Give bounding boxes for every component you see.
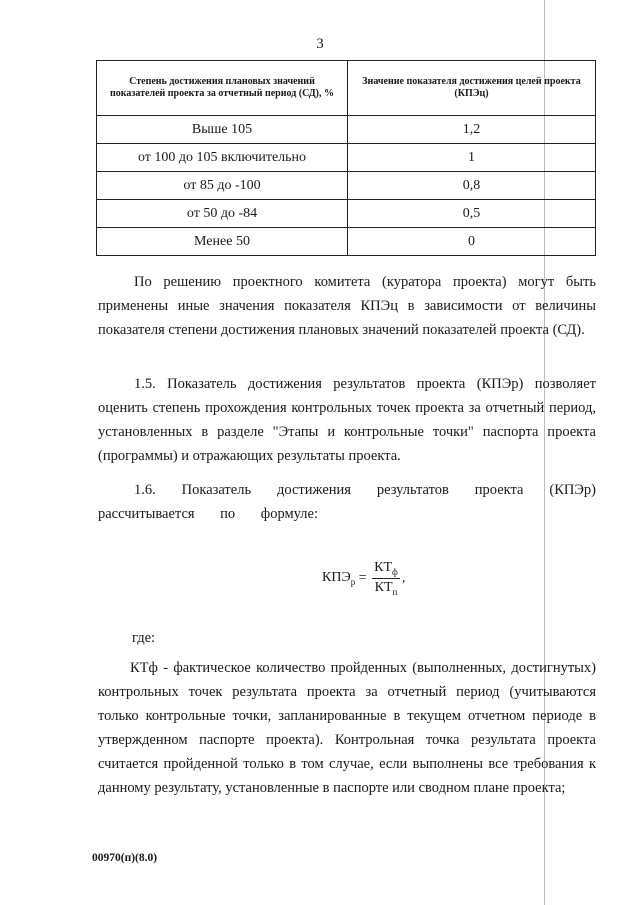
table-header-cell: Степень достижения плановых значений показателей проекта за отчетный период (СД), % bbox=[97, 61, 348, 116]
formula-kpe-r bbox=[322, 560, 405, 597]
formula-numerator: $КТ_ф$ bbox=[374, 560, 398, 578]
table-header-row bbox=[97, 61, 596, 116]
paragraph-1-6: 1.6. Показатель достижения результатов проекта (КПЭр) рассчитывается по формуле: bbox=[98, 482, 596, 522]
table-cell: 0,5 bbox=[348, 200, 596, 228]
table-cell: 0,8 bbox=[348, 172, 596, 200]
table-cell: от 85 до -100 bbox=[97, 172, 348, 200]
table-cell: 1,2 bbox=[348, 116, 596, 144]
table-cell: от 50 до -84 bbox=[97, 200, 348, 228]
table-row bbox=[97, 228, 596, 256]
paragraph-kt-f-definition: КТф - фактическое количество пройденных (выполненных, достигнутых) контрольных точек результата проекта за отчетный период (учитываются только контрольные точки, запланированные в текущем отчетном периоде в утвержденном паспорте проекта). Контрольная точка результата проекта считается пройденной только в том случае, если выполнены все требования к данному результату, установленные в паспорте или сводном плане проекта; bbox=[98, 660, 596, 796]
table-header-cell: Значение показателя достижения целей проекта (КПЭц) bbox=[348, 61, 596, 116]
where-label: где: bbox=[132, 630, 156, 646]
table-row bbox=[97, 116, 596, 144]
table-row bbox=[97, 200, 596, 228]
formula-fraction bbox=[372, 560, 400, 597]
paragraph-committee-decision: По решению проектного комитета (куратора проекта) могут быть применены иные значения показателя КПЭц в зависимости от величины показателя степени достижения плановых значений показателей проекта (СД). bbox=[98, 274, 596, 338]
table-row bbox=[97, 144, 596, 172]
document-footer-code: 00970(п)(8.0) bbox=[92, 852, 158, 864]
page-number: 3 bbox=[316, 36, 324, 52]
formula-equals: = bbox=[358, 570, 367, 586]
formula-lhs: $КПЭ_р$ bbox=[322, 570, 356, 588]
paragraph-1-5: 1.5. Показатель достижения результатов проекта (КПЭр) позволяет оценить степень прохождения контрольных точек проекта за отчетный период, установленных в разделе "Этапы и контрольные точки" паспорта проекта (программы) и отражающих результаты проекта. bbox=[98, 376, 596, 464]
table-row bbox=[97, 172, 596, 200]
formula-comma: , bbox=[401, 570, 406, 586]
table-cell: 1 bbox=[348, 144, 596, 172]
table-cell: Выше 105 bbox=[97, 116, 348, 144]
table-cell: от 100 до 105 включительно bbox=[97, 144, 348, 172]
formula-denominator: $КТ_п$ bbox=[374, 580, 398, 598]
table-cell: Менее 50 bbox=[97, 228, 348, 256]
table-cell: 0 bbox=[348, 228, 596, 256]
kpe-table bbox=[96, 60, 596, 256]
